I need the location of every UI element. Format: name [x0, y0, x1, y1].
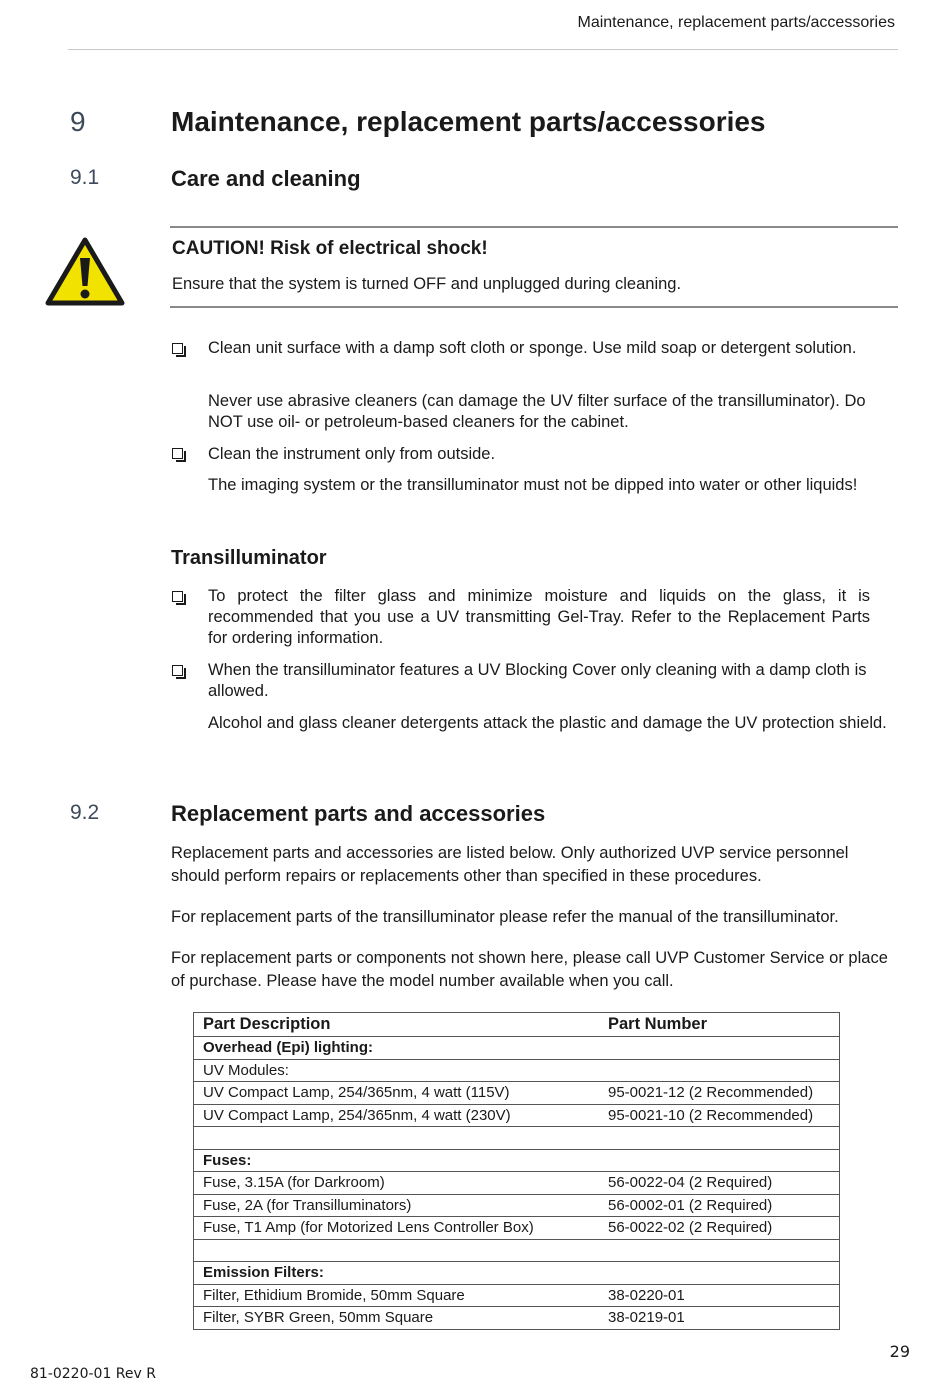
- table-cell-part-number: 95-0021-12 (2 Recommended): [599, 1082, 840, 1105]
- table-header-row: [194, 1013, 840, 1037]
- checkbox-bullet-icon: [172, 665, 188, 681]
- checkbox-bullet-icon: [172, 591, 188, 607]
- table-category-row: [194, 1262, 840, 1285]
- list-item: Clean unit surface with a damp soft cloth or sponge. Use mild soap or detergent solution.: [208, 339, 857, 357]
- body-paragraph: Replacement parts and accessories are listed below. Only authorized UVP service personnel should perform repairs or replacements other than specified in these procedures.: [171, 844, 849, 885]
- list-item-note: Never use abrasive cleaners (can damage the UV filter surface of the transilluminator). Do NOT use oil- or petroleum-based cleaners for the cabinet.: [208, 392, 866, 431]
- section-title: Maintenance, replacement parts/accessories: [171, 106, 766, 137]
- table-row: [194, 1194, 840, 1217]
- body-paragraph: For replacement parts or components not shown here, please call UVP Customer Service or place of purchase. Please have the model number available when you call.: [171, 949, 888, 990]
- caution-text: Ensure that the system is turned OFF and unplugged during cleaning.: [172, 275, 682, 293]
- checkbox-bullet-icon: [172, 343, 188, 359]
- list-item: Clean the instrument only from outside.: [208, 445, 496, 463]
- table-cell-part-number: 56-0002-01 (2 Required): [599, 1194, 840, 1217]
- table-row: [194, 1104, 840, 1127]
- warning-triangle-icon: [45, 236, 125, 306]
- section-number: 9: [70, 106, 86, 137]
- subsection-number: 9.2: [70, 801, 100, 824]
- table-row: [194, 1172, 840, 1195]
- table-cell-part-number: 38-0220-01: [599, 1284, 840, 1307]
- table-cell-description: Filter, Ethidium Bromide, 50mm Square: [194, 1284, 600, 1307]
- column-header-description: Part Description: [194, 1013, 600, 1037]
- table-spacer-row: [194, 1239, 840, 1262]
- table-category-row: [194, 1037, 840, 1060]
- list-item-note: Alcohol and glass cleaner detergents attack the plastic and damage the UV protection shield.: [208, 714, 887, 732]
- table-category-row: [194, 1149, 840, 1172]
- page-number: 29: [889, 1342, 910, 1361]
- table-row: [194, 1059, 840, 1082]
- running-header: Maintenance, replacement parts/accessories: [577, 14, 895, 31]
- subsection-title: Replacement parts and accessories: [171, 801, 546, 826]
- header-divider: [68, 49, 898, 50]
- table-cell-description: Filter, SYBR Green, 50mm Square: [194, 1307, 600, 1330]
- column-header-part-number: Part Number: [599, 1013, 840, 1037]
- table-spacer-cell: [194, 1239, 840, 1262]
- list-item: When the transilluminator features a UV Blocking Cover only cleaning with a damp cloth is allowed.: [208, 661, 867, 700]
- table-category-label: Fuses:: [194, 1149, 840, 1172]
- table-cell-part-number: 56-0022-02 (2 Required): [599, 1217, 840, 1240]
- table-cell-part-number: 38-0219-01: [599, 1307, 840, 1330]
- table-row: [194, 1217, 840, 1240]
- body-paragraph: For replacement parts of the transilluminator please refer the manual of the transilluminator.: [171, 908, 839, 926]
- table-spacer-row: [194, 1127, 840, 1150]
- table-cell-part-number: 95-0021-10 (2 Recommended): [599, 1104, 840, 1127]
- table-cell-description: UV Compact Lamp, 254/365nm, 4 watt (230V): [194, 1104, 600, 1127]
- table-cell-description: Fuse, 3.15A (for Darkroom): [194, 1172, 600, 1195]
- table-category-label: Emission Filters:: [194, 1262, 840, 1285]
- table-category-label: Overhead (Epi) lighting:: [194, 1037, 840, 1060]
- caution-title: CAUTION! Risk of electrical shock!: [172, 238, 488, 259]
- table-cell-description: UV Compact Lamp, 254/365nm, 4 watt (115V): [194, 1082, 600, 1105]
- table-row: [194, 1082, 840, 1105]
- table-spacer-cell: [194, 1127, 840, 1150]
- table-row: [194, 1307, 840, 1330]
- table-row: [194, 1284, 840, 1307]
- list-item: To protect the filter glass and minimize moisture and liquids on the glass, it is recommended that you use a UV transmitting Gel-Tray. Refer to the Replacement Parts for ordering information.: [208, 587, 870, 647]
- checkbox-bullet-icon: [172, 448, 188, 464]
- subsection-number: 9.1: [70, 166, 100, 189]
- table-cell-description: UV Modules:: [194, 1059, 840, 1082]
- table-cell-part-number: 56-0022-04 (2 Required): [599, 1172, 840, 1195]
- parts-table: [193, 1012, 840, 1330]
- transilluminator-heading: Transilluminator: [171, 547, 327, 569]
- subsection-title: Care and cleaning: [171, 166, 361, 191]
- table-cell-description: Fuse, 2A (for Transilluminators): [194, 1194, 600, 1217]
- document-revision: 81-0220-01 Rev R: [30, 1366, 156, 1382]
- list-item-note: The imaging system or the transilluminator must not be dipped into water or other liquids!: [208, 476, 858, 494]
- table-cell-description: Fuse, T1 Amp (for Motorized Lens Controller Box): [194, 1217, 600, 1240]
